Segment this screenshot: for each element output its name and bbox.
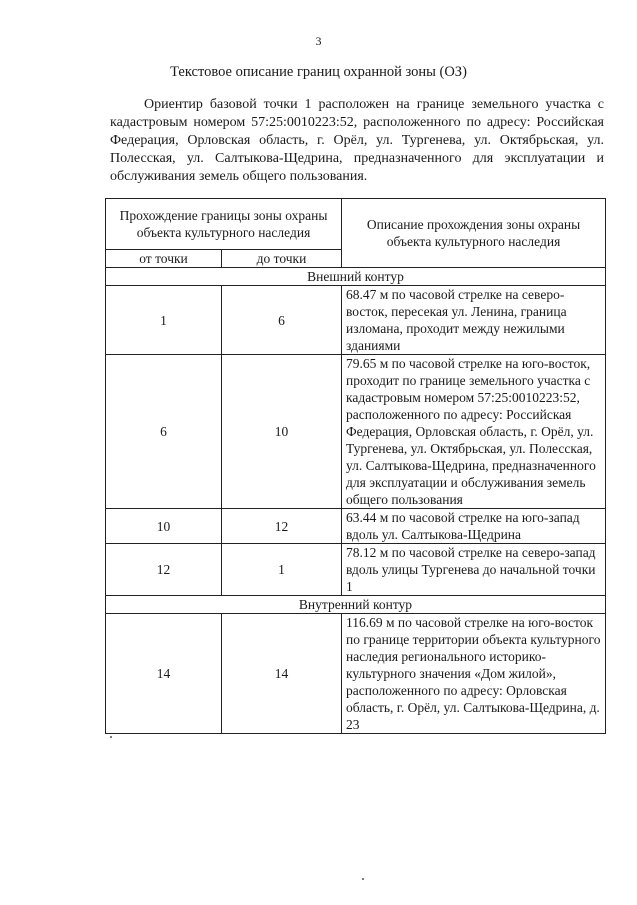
header-to-point: до точки	[222, 250, 342, 268]
from-point-cell: 6	[106, 355, 222, 509]
from-point-cell: 12	[106, 544, 222, 596]
scan-speck	[110, 736, 112, 738]
description-cell: 68.47 м по часовой стрелке на северо-восток, пересекая ул. Ленина, граница изломана, проходит между нежилыми зданиями	[342, 286, 606, 355]
boundary-table	[105, 198, 606, 734]
scan-speck	[362, 878, 364, 880]
document-title: Текстовое описание границ охранной зоны (ОЗ)	[170, 64, 467, 80]
page-number: 3	[315, 34, 322, 48]
table-row	[106, 544, 606, 596]
to-point-cell: 6	[222, 286, 342, 355]
from-point-cell: 1	[106, 286, 222, 355]
from-point-cell: 10	[106, 509, 222, 544]
table-row	[106, 286, 606, 355]
inner-contour-label: Внутренний контур	[106, 596, 606, 614]
outer-contour-label: Внешний контур	[106, 268, 606, 286]
table-row	[106, 614, 606, 734]
intro-text: Ориентир базовой точки 1 расположен на границе земельного участка с кадастровым номером 57:25:0010223:52, расположенного по адресу: Российская Федерация, Орловская область, г. Орёл, ул. Тургенева, ул. Октябрьская, ул. Полесская, ул. Салтыкова-Щедрина, предназначенного для эксплуатации и обслуживания земель общего пользования.	[110, 97, 604, 184]
from-point-cell: 14	[106, 614, 222, 734]
header-from-point: от точки	[106, 250, 222, 268]
table-row	[106, 509, 606, 544]
to-point-cell: 10	[222, 355, 342, 509]
description-cell: 63.44 м по часовой стрелке на юго-запад вдоль ул. Салтыкова-Щедрина	[342, 509, 606, 544]
to-point-cell: 12	[222, 509, 342, 544]
intro-paragraph	[110, 96, 604, 186]
description-cell: 79.65 м по часовой стрелке на юго-восток, проходит по границе земельного участка с кадастровым номером 57:25:0010223:52, расположенного по адресу: Российская Федерация, Орловская область, г. Орёл, ул. Тургенева, ул. Октябрьская, ул. Полесская, ул. Салтыкова-Щедрина, предназначенного для эксплуатации и обслуживания земель общего пользования	[342, 355, 606, 509]
header-boundary-passage: Прохождение границы зоны охраны объекта культурного наследия	[106, 199, 342, 250]
description-cell: 78.12 м по часовой стрелке на северо-запад вдоль улицы Тургенева до начальной точки 1	[342, 544, 606, 596]
to-point-cell: 1	[222, 544, 342, 596]
description-cell: 116.69 м по часовой стрелке на юго-восток по границе территории объекта культурного наследия регионального историко-культурного значения «Дом жилой», расположенного по адресу: Орловская область, г. Орёл, ул. Салтыкова-Щедрина, д. 23	[342, 614, 606, 734]
header-description: Описание прохождения зоны охраны объекта культурного наследия	[342, 199, 606, 268]
to-point-cell: 14	[222, 614, 342, 734]
table-row	[106, 355, 606, 509]
